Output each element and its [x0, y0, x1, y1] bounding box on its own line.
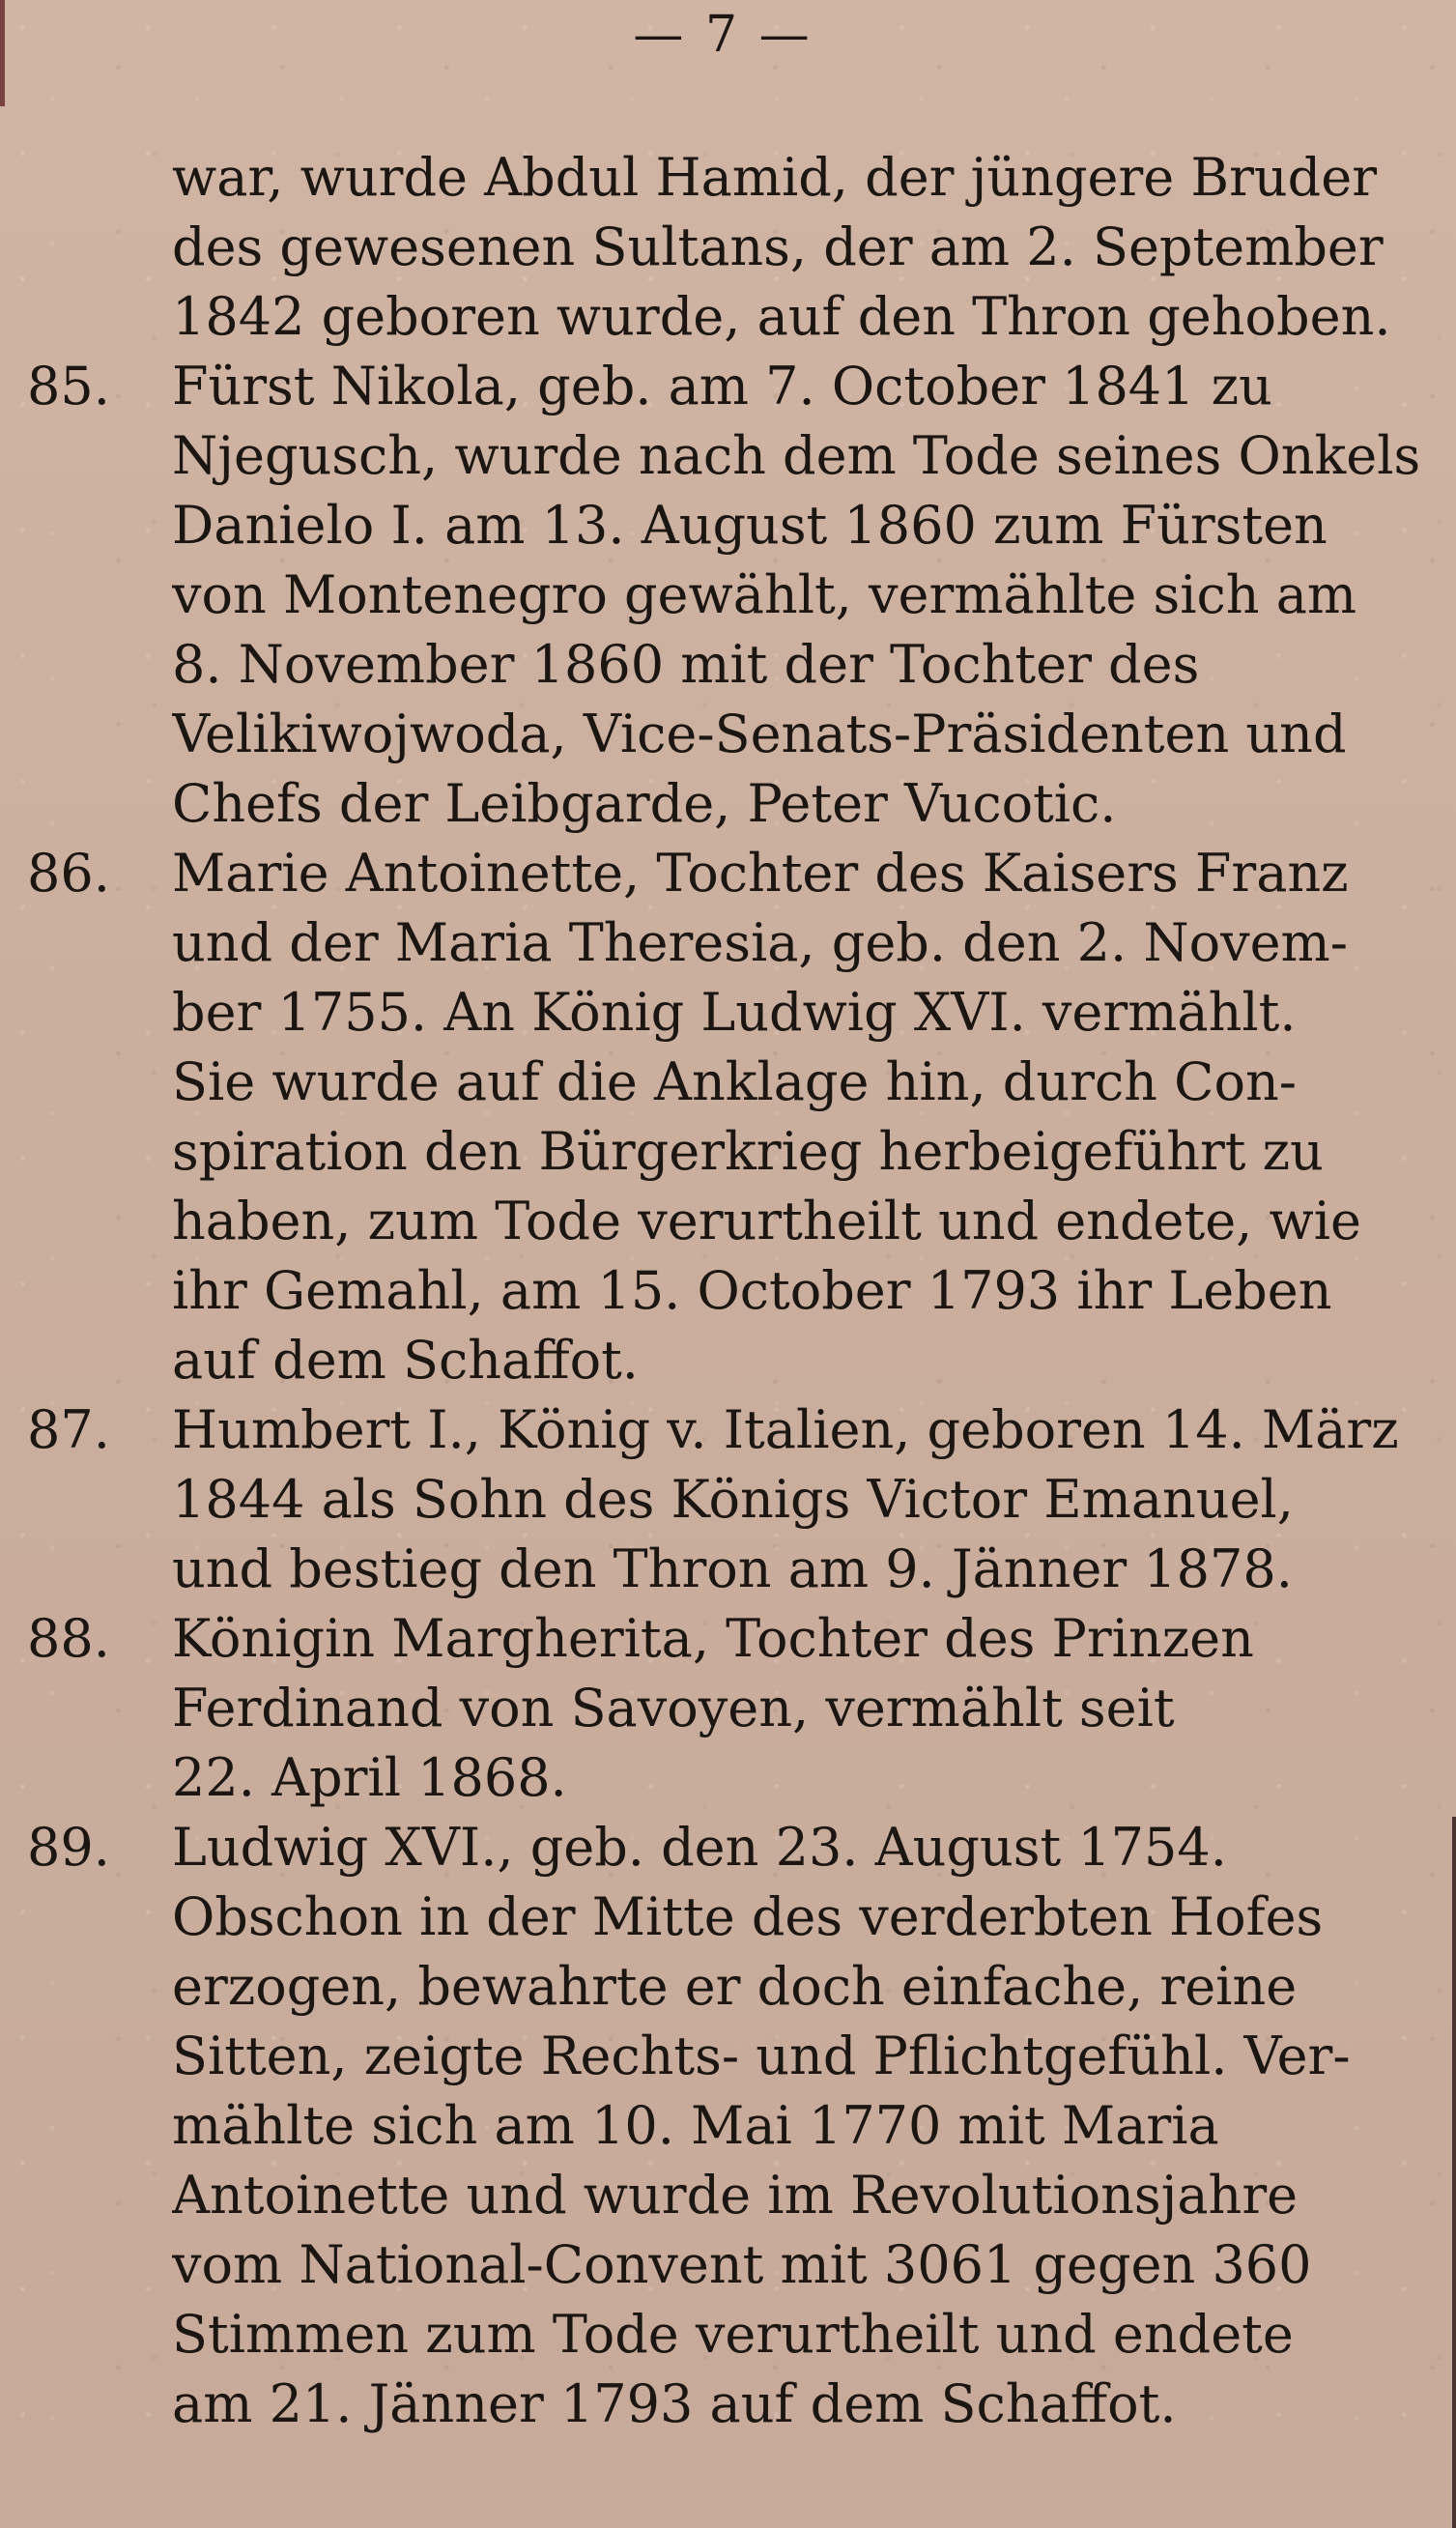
text-line: Marie Antoinette, Tochter des Kaisers Franz: [172, 843, 1349, 904]
text-line: mählte sich am 10. Mai 1770 mit Maria: [172, 2095, 1219, 2156]
text-line: 1844 als Sohn des Königs Victor Emanuel,: [172, 1469, 1294, 1530]
text-line: Sitten, zeigte Rechts- und Pflichtgefühl. Ver-: [172, 2025, 1351, 2086]
text-line: 22. April 1868.: [172, 1747, 567, 1808]
text-line: haben, zum Tode verurtheilt und endete, wie: [172, 1191, 1361, 1251]
text-line: Velikiwojwoda, Vice-Senats-Präsidenten und: [172, 704, 1347, 764]
entry-number: 86.: [27, 843, 110, 904]
text-line: Antoinette und wurde im Revolutionsjahre: [172, 2165, 1299, 2226]
entry-number: 88.: [27, 1608, 110, 1669]
text-line: Chefs der Leibgarde, Peter Vucotic.: [172, 773, 1117, 834]
text-line: vom National-Convent mit 3061 gegen 360: [172, 2234, 1312, 2295]
entry-number: 89.: [27, 1817, 110, 1878]
text-line: Sie wurde auf die Anklage hin, durch Con-: [172, 1051, 1297, 1112]
text-line: und bestieg den Thron am 9. Jänner 1878.: [172, 1538, 1293, 1599]
text-line: war, wurde Abdul Hamid, der jüngere Bruder: [172, 147, 1378, 208]
text-line: Stimmen zum Tode verurtheilt und endete: [172, 2304, 1294, 2365]
text-line: am 21. Jänner 1793 auf dem Schaffot.: [172, 2373, 1177, 2434]
text-line: Königin Margherita, Tochter des Prinzen: [172, 1608, 1254, 1669]
entry-number: 85.: [27, 356, 110, 417]
text-line: spiration den Bürgerkrieg herbeigeführt zu: [172, 1121, 1324, 1182]
text-line: erzogen, bewahrte er doch einfache, reine: [172, 1956, 1298, 2017]
text-line: Fürst Nikola, geb. am 7. October 1841 zu: [172, 356, 1272, 417]
text-line: des gewesenen Sultans, der am 2. September: [172, 216, 1384, 277]
text-line: und der Maria Theresia, geb. den 2. Novem-: [172, 912, 1349, 973]
text-line: 8. November 1860 mit der Tochter des: [172, 634, 1200, 695]
text-line: Danielo I. am 13. August 1860 zum Fürsten: [172, 495, 1328, 556]
text-line: Ludwig XVI., geb. den 23. August 1754.: [172, 1817, 1227, 1878]
text-line: ihr Gemahl, am 15. October 1793 ihr Leben: [172, 1260, 1332, 1321]
page-edge-shadow: [0, 0, 5, 106]
text-line: 1842 geboren wurde, auf den Thron gehoben.: [172, 286, 1391, 347]
text-line: Ferdinand von Savoyen, vermählt seit: [172, 1678, 1175, 1738]
text-line: Obschon in der Mitte des verderbten Hofes: [172, 1886, 1324, 1947]
page-edge-shadow: [1452, 1817, 1456, 2528]
text-line: ber 1755. An König Ludwig XVI. vermählt.: [172, 982, 1297, 1043]
text-line: Njegusch, wurde nach dem Tode seines Onkels: [172, 425, 1420, 486]
text-line: auf dem Schaffot.: [172, 1330, 639, 1391]
page-number: — 7 —: [633, 6, 813, 64]
text-line: Humbert I., König v. Italien, geboren 14. März: [172, 1399, 1399, 1460]
text-line: von Montenegro gewählt, vermählte sich am: [172, 564, 1357, 625]
entry-number: 87.: [27, 1399, 110, 1460]
